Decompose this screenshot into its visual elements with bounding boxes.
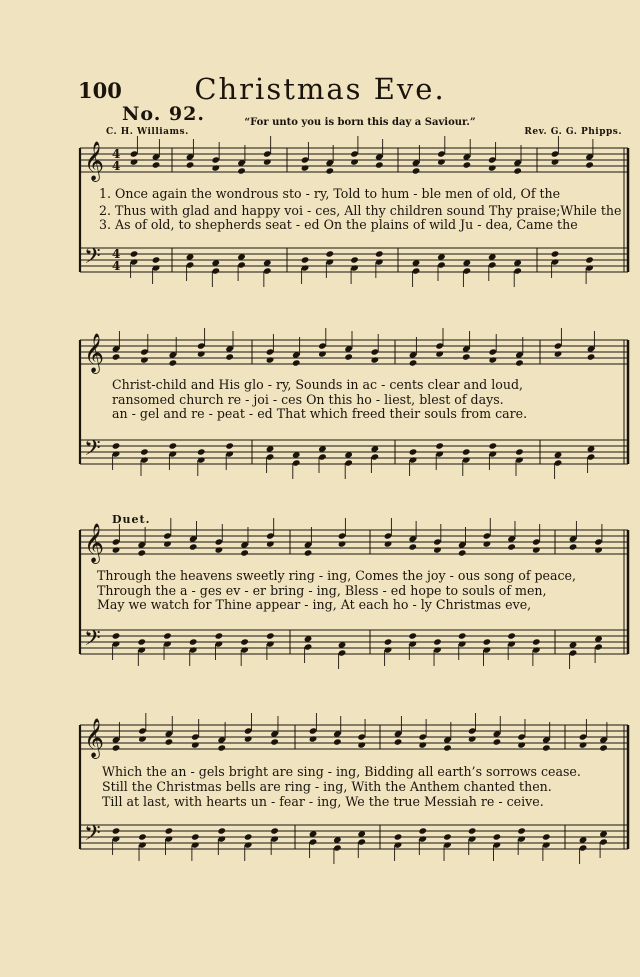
note-head — [493, 738, 502, 745]
note-head — [350, 256, 359, 263]
note-head — [412, 167, 421, 174]
hymn-number: No. 92. — [122, 103, 205, 125]
note-head — [585, 161, 594, 168]
lyric-line: Through the heavens sweetly ring - ing, Comes the joy - ous song of peace, — [97, 568, 577, 583]
note-head — [197, 350, 206, 357]
epigraph: “For unto you is born this day a Saviour.” — [244, 117, 476, 128]
note-head — [468, 827, 477, 834]
note-head — [140, 356, 149, 363]
note-head — [152, 256, 161, 263]
note-head — [225, 442, 234, 449]
note-head — [515, 359, 524, 366]
note-head — [138, 833, 147, 840]
composer-credit: C. H. Williams. — [106, 127, 189, 137]
note-head — [384, 638, 393, 645]
note-head — [458, 632, 467, 639]
note-head — [507, 632, 516, 639]
note-head — [532, 546, 541, 553]
note-head — [325, 250, 334, 257]
time-signature: 4 — [112, 159, 121, 173]
note-head — [532, 638, 541, 645]
lyric-line: Till at last, with hearts un - fear - ing, We the true Messiah re - ceive. — [102, 794, 544, 809]
note-head — [225, 353, 234, 360]
treble-clef-icon: 𝄞 — [84, 141, 105, 181]
note-head — [189, 543, 198, 550]
note-head — [462, 353, 471, 360]
note-head — [350, 158, 359, 165]
note-head — [152, 161, 161, 168]
note-head — [371, 356, 380, 363]
note-head — [542, 833, 551, 840]
note-head — [409, 448, 418, 455]
author-credit: Rev. G. G. Phipps. — [524, 127, 622, 137]
note-head — [137, 549, 146, 556]
note-head — [489, 442, 498, 449]
lyric-line: an - gel and re - peat - ed That which freed their souls from care. — [112, 406, 528, 421]
bass-clef-icon: 𝄢 — [84, 436, 101, 466]
lyric-line: ransomed church re - joi - ces On this ho - liest, blest of days. — [112, 392, 504, 407]
note-head — [507, 543, 516, 550]
note-head — [211, 164, 220, 171]
note-head — [375, 161, 384, 168]
lyric-line: 1. Once again the wondrous sto - ry, Told to hum - ble men of old, Of the — [99, 186, 561, 201]
note-head — [488, 164, 497, 171]
lyric-line: Through the a - ges ev - er bring - ing, Bless - ed hope to souls of men, — [97, 583, 547, 598]
time-signature: 4 — [112, 147, 121, 161]
note-head — [138, 735, 147, 742]
note-head — [163, 540, 172, 547]
note-head — [579, 741, 588, 748]
page-title: Christmas Eve. — [194, 72, 446, 106]
note-head — [338, 540, 347, 547]
note-head — [309, 735, 318, 742]
note-head — [554, 350, 563, 357]
note-head — [418, 827, 427, 834]
note-head — [266, 632, 275, 639]
note-head — [542, 744, 551, 751]
bass-clef-icon: 𝄢 — [84, 626, 101, 656]
note-head — [325, 167, 334, 174]
note-head — [408, 543, 417, 550]
note-head — [191, 833, 200, 840]
note-head — [270, 827, 279, 834]
note-head — [394, 738, 403, 745]
note-head — [493, 833, 502, 840]
time-signature: 4 — [112, 247, 121, 261]
note-head — [191, 741, 200, 748]
note-head — [237, 167, 246, 174]
note-head — [240, 549, 249, 556]
note-head — [217, 744, 226, 751]
note-head — [435, 350, 444, 357]
note-head — [140, 448, 149, 455]
note-head — [266, 356, 275, 363]
note-head — [357, 741, 366, 748]
note-head — [197, 448, 206, 455]
note-head — [266, 540, 275, 547]
note-head — [318, 350, 327, 357]
note-head — [304, 549, 313, 556]
note-head — [585, 256, 594, 263]
note-head — [587, 353, 596, 360]
note-head — [270, 738, 279, 745]
note-head — [344, 353, 353, 360]
note-head — [163, 632, 172, 639]
note-head — [463, 161, 472, 168]
note-head — [483, 638, 492, 645]
note-head — [515, 448, 524, 455]
note-head — [551, 158, 560, 165]
note-head — [462, 448, 471, 455]
note-head — [594, 546, 603, 553]
treble-clef-icon: 𝄞 — [84, 333, 105, 373]
note-head — [418, 741, 427, 748]
lyric-line: 2. Thus with glad and happy voi - ces, All thy children sound Thy praise;While the — [99, 203, 622, 218]
note-head — [443, 744, 452, 751]
note-head — [551, 250, 560, 257]
treble-clef-icon: 𝄞 — [84, 718, 105, 758]
note-head — [130, 158, 139, 165]
note-head — [394, 833, 403, 840]
note-head — [244, 833, 253, 840]
note-head — [186, 161, 195, 168]
note-head — [435, 442, 444, 449]
note-head — [112, 744, 121, 751]
time-signature: 4 — [112, 259, 121, 273]
note-head — [217, 827, 226, 834]
note-head — [169, 442, 178, 449]
note-head — [384, 540, 393, 547]
lyric-line: 3. As of old, to shepherds seat - ed On the plains of wild Ju - dea, Came the — [99, 217, 578, 232]
note-head — [489, 356, 498, 363]
note-head — [468, 735, 477, 742]
note-head — [513, 167, 522, 174]
note-head — [165, 738, 174, 745]
note-head — [375, 250, 384, 257]
lyric-line: Still the Christmas bells are ring - ing, With the Anthem chanted then. — [102, 779, 552, 794]
note-head — [112, 353, 121, 360]
note-head — [599, 744, 608, 751]
note-head — [215, 546, 224, 553]
note-head — [112, 442, 121, 449]
note-head — [517, 827, 526, 834]
note-head — [301, 164, 310, 171]
note-head — [112, 827, 121, 834]
treble-clef-icon: 𝄞 — [84, 523, 105, 563]
note-head — [458, 549, 467, 556]
note-head — [165, 827, 174, 834]
note-head — [333, 738, 342, 745]
note-head — [169, 359, 178, 366]
note-head — [433, 638, 442, 645]
page-number: 100 — [78, 78, 122, 103]
note-head — [409, 359, 418, 366]
bass-clef-icon: 𝄢 — [84, 244, 101, 274]
note-head — [517, 741, 526, 748]
bass-clef-icon: 𝄢 — [84, 821, 101, 851]
note-head — [433, 546, 442, 553]
note-head — [215, 632, 224, 639]
note-head — [240, 638, 249, 645]
note-head — [569, 543, 578, 550]
note-head — [244, 735, 253, 742]
note-head — [408, 632, 417, 639]
note-head — [437, 158, 446, 165]
duet-label: Duet. — [112, 513, 151, 526]
note-head — [189, 638, 198, 645]
lyric-line: May we watch for Thine appear - ing, At each ho - ly Christmas eve, — [97, 597, 532, 612]
note-head — [263, 158, 272, 165]
lyric-line: Which the an - gels bright are sing - ing, Bidding all earth’s sorrows cease. — [102, 764, 581, 779]
note-head — [483, 540, 492, 547]
note-head — [130, 250, 139, 257]
note-head — [112, 546, 121, 553]
note-head — [137, 638, 146, 645]
note-head — [443, 833, 452, 840]
note-head — [292, 359, 301, 366]
lyric-line: Christ-child and His glo - ry, Sounds in ac - cents clear and loud, — [112, 377, 524, 392]
note-head — [301, 256, 310, 263]
note-head — [112, 632, 121, 639]
